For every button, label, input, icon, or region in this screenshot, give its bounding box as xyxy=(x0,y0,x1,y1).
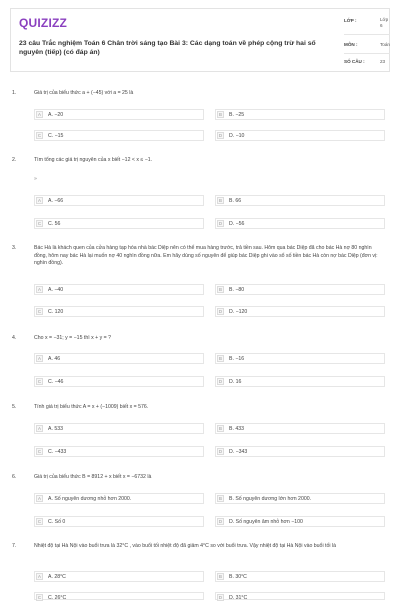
question-number: 5. xyxy=(12,404,17,410)
option-text: C. 26°C xyxy=(48,595,67,601)
subject-value: Toán xyxy=(380,42,390,47)
option-letter: A xyxy=(36,286,43,293)
subject-label: MÔN : xyxy=(344,42,358,47)
option-text: B. 30°C xyxy=(229,574,247,580)
option-text: C. −46 xyxy=(48,379,64,385)
option-a[interactable] xyxy=(34,423,204,434)
option-letter: D xyxy=(218,519,223,524)
option-letter: C xyxy=(37,449,42,454)
option-c[interactable] xyxy=(34,218,204,229)
option-text: A. Số nguyên dương nhỏ hơn 2000. xyxy=(48,496,132,502)
option-text: B. −16 xyxy=(229,356,245,362)
count-value: 23 xyxy=(380,59,386,64)
option-letter: A xyxy=(36,425,43,432)
option-d[interactable] xyxy=(215,516,385,527)
option-letter: C xyxy=(37,595,42,600)
question-text: Giá trị của biểu thức a + (−45) với a = 25 là xyxy=(34,90,134,96)
option-d[interactable] xyxy=(215,592,385,600)
option-letter: C xyxy=(37,309,42,314)
option-text: B. 433 xyxy=(229,426,244,432)
option-letter: A xyxy=(36,197,43,204)
option-d[interactable] xyxy=(215,306,385,317)
option-letter: D xyxy=(218,595,223,600)
option-text: C. −433 xyxy=(48,449,67,455)
meta-divider xyxy=(344,53,390,54)
option-text: C. 120 xyxy=(48,309,64,315)
question-number: 3. xyxy=(12,245,17,251)
question-text: Bác Hà là khách quen của cửa hàng tạp hóa nhà bác Diệp nên có thể mua hàng trước, trả tiền sau. Hôm qua bác Diệp đã cho bác Hà nợ 80 nghìn đồng, hôm nay bác Hà lại muốn nợ 40 nghìn đồng nữa. Em hãy dùng số nguyên để giúp bác Diệp ghi vào sổ số tiền bác Hà còn nợ bác Diệp (đơn vị: nghìn đồng). xyxy=(34,245,378,266)
question-text: Giá trị của biểu thức B = 8912 + x biết x = −6732 là xyxy=(34,474,152,480)
option-letter: D xyxy=(218,379,223,384)
option-text: A. 533 xyxy=(48,426,63,432)
option-text: A. 46 xyxy=(48,356,61,362)
question-number: 6. xyxy=(12,474,17,480)
option-c[interactable] xyxy=(34,592,204,600)
question-number: 4. xyxy=(12,335,17,341)
question-number: 1. xyxy=(12,90,17,96)
option-d[interactable] xyxy=(215,130,385,141)
option-letter: C xyxy=(37,221,42,226)
question-number: 7. xyxy=(12,543,17,549)
worksheet-title: 23 câu Trắc nghiệm Toán 6 Chân trời sáng tạo Bài 3: Các dạng toán về phép cộng trừ hai số nguyên (tiếp) (có đáp án) xyxy=(19,40,316,56)
option-d[interactable] xyxy=(215,376,385,387)
option-letter: B xyxy=(217,111,224,118)
worksheet-header xyxy=(10,8,390,72)
option-c[interactable] xyxy=(34,516,204,527)
question-marker: » xyxy=(34,176,37,182)
option-letter: A xyxy=(36,573,43,580)
question-text: Cho x = −31; y = −15 thì x + y = ? xyxy=(34,335,111,341)
option-letter: A xyxy=(36,111,43,118)
worksheet-meta xyxy=(344,9,391,73)
option-text: A. −20 xyxy=(48,112,64,118)
option-d[interactable] xyxy=(215,446,385,457)
option-a[interactable] xyxy=(34,571,204,582)
option-b[interactable] xyxy=(215,284,385,295)
option-letter: B xyxy=(217,573,224,580)
option-b[interactable] xyxy=(215,353,385,364)
option-letter: B xyxy=(217,425,224,432)
option-letter: D xyxy=(218,221,223,226)
option-b[interactable] xyxy=(215,109,385,120)
option-text: A. −66 xyxy=(48,198,64,204)
option-letter: D xyxy=(218,309,223,314)
option-b[interactable] xyxy=(215,195,385,206)
option-letter: B xyxy=(217,197,224,204)
option-text: B. −25 xyxy=(229,112,245,118)
option-b[interactable] xyxy=(215,423,385,434)
option-text: A. 28°C xyxy=(48,574,66,580)
option-letter: B xyxy=(217,355,224,362)
option-text: A. −40 xyxy=(48,287,64,293)
option-b[interactable] xyxy=(215,493,385,504)
option-a[interactable] xyxy=(34,195,204,206)
meta-divider xyxy=(344,34,390,35)
option-letter: D xyxy=(218,133,223,138)
option-b[interactable] xyxy=(215,571,385,582)
option-text: B. 66 xyxy=(229,198,242,204)
option-a[interactable] xyxy=(34,353,204,364)
option-letter: B xyxy=(217,495,224,502)
option-text: B. −80 xyxy=(229,287,245,293)
option-c[interactable] xyxy=(34,446,204,457)
option-c[interactable] xyxy=(34,306,204,317)
option-text: C. 56 xyxy=(48,221,61,227)
option-letter: C xyxy=(37,379,42,384)
question-number: 2. xyxy=(12,157,17,163)
option-text: D. −120 xyxy=(229,309,248,315)
option-text: C. −15 xyxy=(48,133,64,139)
option-letter: A xyxy=(36,495,43,502)
question-text: Nhiệt độ tại Hà Nội vào buổi trưa là 32°C , vào buổi tối nhiệt độ đã giảm 4°C so với buổi trưa. Vậy nhiệt độ tại Hà Nội vào buổi tối là xyxy=(34,543,336,549)
option-letter: D xyxy=(218,449,223,454)
option-letter: B xyxy=(217,286,224,293)
option-text: C. Số 0 xyxy=(48,519,66,525)
option-letter: C xyxy=(37,519,42,524)
option-d[interactable] xyxy=(215,218,385,229)
question-text: Tính giá trị biểu thức A = x + (−1009) biết x = 576. xyxy=(34,404,149,410)
class-label: LỚP : xyxy=(344,18,357,23)
option-text: D. −56 xyxy=(229,221,245,227)
option-text: D. Số nguyên âm nhỏ hơn −100 xyxy=(229,519,303,525)
option-text: B. Số nguyên dương lớn hơn 2000. xyxy=(229,496,312,502)
count-label: SỐ CÂU : xyxy=(344,59,365,64)
option-text: D. −10 xyxy=(229,133,245,139)
option-c[interactable] xyxy=(34,376,204,387)
option-a[interactable] xyxy=(34,284,204,295)
quizizz-logo: QUIZIZZ xyxy=(19,16,68,30)
option-text: D. 31°C xyxy=(229,595,248,601)
question-text: Tìm tổng các giá trị nguyên của x biết −12 < x ≤ −1. xyxy=(34,157,153,163)
option-letter: A xyxy=(36,355,43,362)
option-a[interactable] xyxy=(34,109,204,120)
option-text: D. −343 xyxy=(229,449,248,455)
option-letter: C xyxy=(37,133,42,138)
option-c[interactable] xyxy=(34,130,204,141)
class-value: Lớp 6 xyxy=(380,17,389,28)
option-a[interactable] xyxy=(34,493,204,504)
option-text: D. 16 xyxy=(229,379,242,385)
